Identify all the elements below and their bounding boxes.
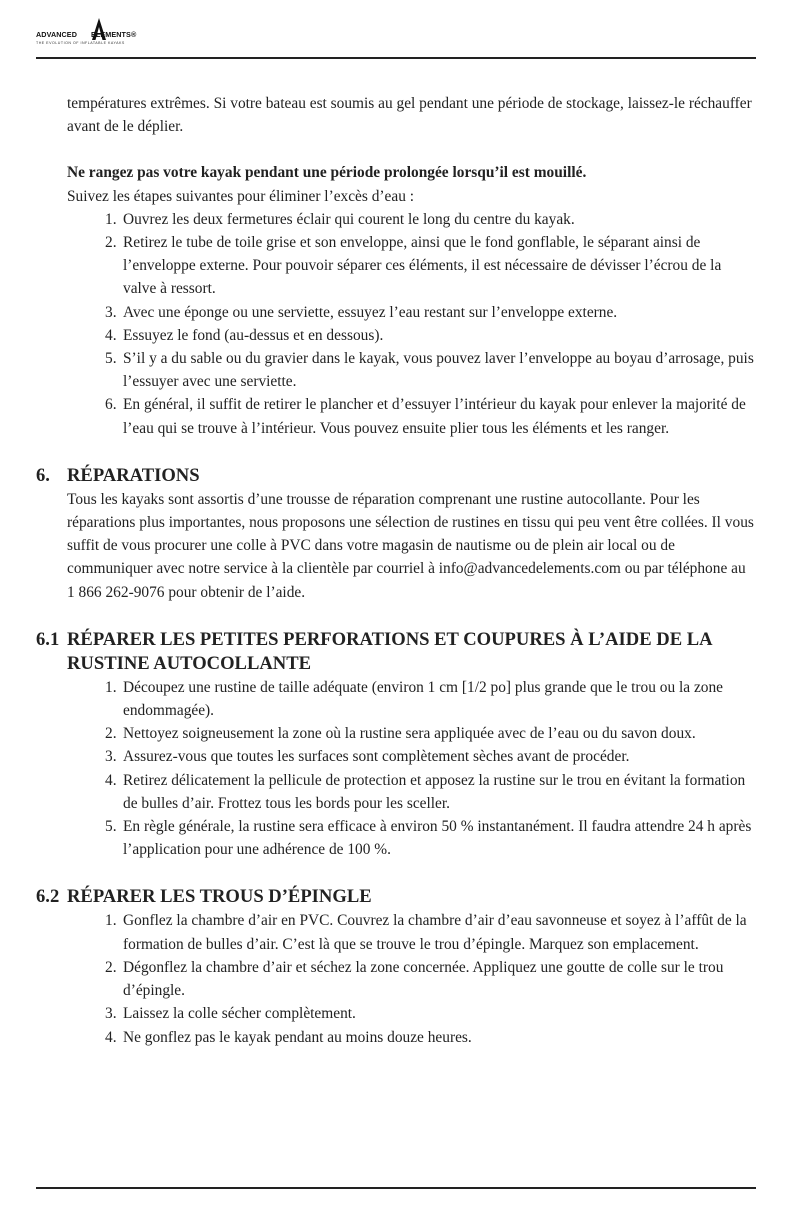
- list-item: 2. Dégonflez la chambre d’air et séchez la zone concernée. Appliquez une goutte de colle sur le trou d’épingle.: [105, 958, 724, 1000]
- storage-warning-heading: Ne rangez pas votre kayak pendant une période prolongée lorsqu’il est mouillé.: [67, 164, 587, 182]
- drying-steps-list: [36, 208, 756, 440]
- list-item: 4. Retirez délicatement la pellicule de protection et apposez la rustine sur le trou en évitant la formation de bulles d’air. Frottez tous les bords pour les sceller.: [105, 771, 746, 812]
- section-heading-pinholes: 6.2 RÉPARER LES TROUS D’ÉPINGLE: [36, 886, 372, 908]
- list-item: 5. En règle générale, la rustine sera efficace à environ 50 % instantanément. Il faudra attendre 24 h après l’application pour une adhérence de 100 %.: [105, 818, 752, 859]
- list-item: 2. Nettoyez soigneusement la zone où la rustine sera appliquée avec de l’eau ou du savon doux.: [105, 725, 696, 743]
- list-item: 1. Ouvrez les deux fermetures éclair qui courent le long du centre du kayak.: [105, 210, 575, 228]
- section-heading-repairs: 6. RÉPARATIONS: [36, 464, 200, 486]
- list-item: 1. Découpez une rustine de taille adéquate (environ 1 cm [1/2 po] plus grande que le trou ou la zone endommagée).: [105, 678, 724, 720]
- intro-continuation: températures extrêmes. Si votre bateau est soumis au gel pendant une période de stockage, laissez-le réchauffer avant de le déplier.: [67, 95, 752, 136]
- patch-steps-list: [36, 676, 756, 862]
- document-body: [36, 92, 756, 1049]
- header-divider: [36, 57, 756, 59]
- logo-wordmark: ADVANCED ELEMENTS®: [36, 30, 137, 39]
- list-item: 3. Laissez la colle sécher complètement.: [105, 1005, 356, 1023]
- list-item: 4. Ne gonflez pas le kayak pendant au moins douze heures.: [105, 1028, 472, 1046]
- list-item: 5. S’il y a du sable ou du gravier dans le kayak, vous pouvez laver l’enveloppe au boyau d’arrosage, puis l’essuyer avec une serviette.: [105, 350, 754, 391]
- section-heading-small-punctures: 6.1 RÉPARER LES PETITES PERFORATIONS ET COUPURES À L’AIDE DE LA RUSTINE AUTOCOLLANTE: [36, 628, 712, 674]
- list-item: 4. Essuyez le fond (au-dessus et en dessous).: [105, 326, 384, 344]
- list-item: 6. En général, il suffit de retirer le plancher et d’essuyer l’intérieur du kayak pour enlever la majorité de l’eau qui se trouve à l’intérieur. Vous pouvez ensuite plier tous les éléments et les ranger.: [105, 396, 746, 437]
- list-item: 3. Assurez-vous que toutes les surfaces sont complètement sèches avant de procéder.: [105, 748, 630, 766]
- pinhole-steps-list: [36, 909, 756, 1048]
- storage-steps-lead: Suivez les étapes suivantes pour éliminer l’excès d’eau :: [67, 187, 415, 205]
- advanced-elements-logo: [36, 18, 176, 52]
- footer-divider: [36, 1187, 756, 1189]
- list-item: 2. Retirez le tube de toile grise et son enveloppe, ainsi que le fond gonflable, le séparant ainsi de l’enveloppe externe. Pour pouvoir séparer ces éléments, il est nécessaire de dévisser l’écrou de la valve à ressort.: [105, 234, 722, 298]
- list-item: 3. Avec une éponge ou une serviette, essuyez l’eau restant sur l’enveloppe externe.: [105, 303, 618, 321]
- repairs-paragraph: Tous les kayaks sont assortis d’une trousse de réparation comprenant une rustine autocollante. Pour les réparations plus importantes, nous proposons une sélection de rustines en tissu qui peu vent être collées. Il vous suffit de vous procurer une colle à PVC dans votre magasin de nautisme ou de plein air local ou de communiquer avec notre service à la clientèle par courriel à info@advancedelements.com ou par téléphone au 1 866 262-9076 pour obtenir de l’aide.: [67, 490, 754, 601]
- list-item: 1. Gonflez la chambre d’air en PVC. Couvrez la chambre d’air d’eau savonneuse et soyez à l’affût de la formation de bulles d’air. C’est là que se trouve le trou d’épingle. Marquez son emplacement.: [105, 912, 747, 953]
- logo-tagline: THE EVOLUTION OF INFLATABLE KAYAKS: [36, 41, 125, 45]
